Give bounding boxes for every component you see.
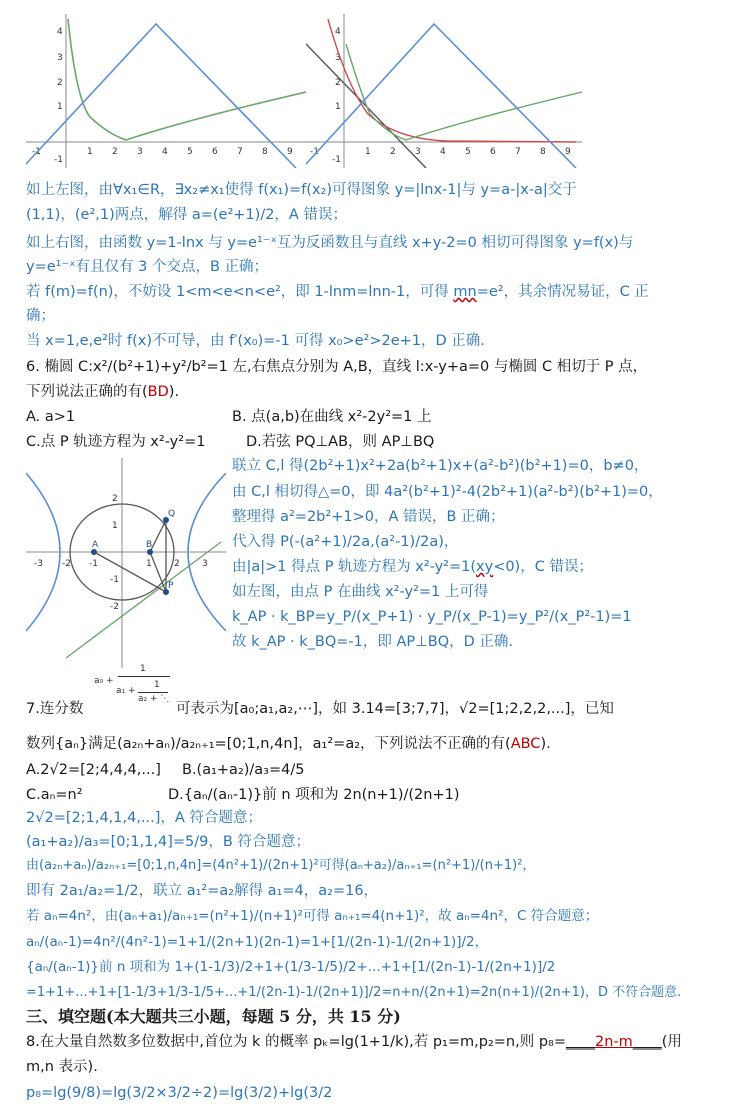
cf-one2: 1 [154, 680, 160, 690]
tick-y: 1 [335, 102, 341, 112]
question-8 [26, 1032, 682, 1052]
solution-line: 即有 2a₁/a₂=1/2，联立 a₁²=a₂解得 a₁=4，a₂=16， [26, 883, 379, 899]
solution-line: 故 k_AP · k_BQ=-1，即 AP⊥BQ，D 正确. [232, 634, 514, 650]
text-part: ). [168, 384, 180, 400]
curve-exp [328, 19, 576, 142]
solution-line: (a₁+a₂)/a₃=[0;1,1,4]=5/9，B 符合题意； [26, 834, 310, 850]
question-7-cont: 可表示为[a₀;a₁,a₂,⋯]，如 3.14=[3;7,7]，√2=[1;2,2,2,...]，已知 [176, 701, 614, 717]
option-b: B. 点(a,b)在曲线 x²-2y²=1 上 [232, 409, 432, 425]
tick-y: 1 [112, 521, 118, 531]
answer-q8: 2n-m [594, 1034, 633, 1050]
tick-x: 6 [490, 147, 496, 157]
blank-post: ____ [632, 1034, 662, 1050]
ellipse-axes [26, 458, 226, 668]
tick-x: 9 [287, 147, 293, 157]
text-part: ). [540, 736, 551, 752]
question-6-line2 [26, 382, 179, 402]
tick-x: 1 [87, 147, 93, 157]
text-part: 下列说法正确的有( [26, 384, 148, 400]
solution-line: 如左图，由点 P 在曲线 x²-y²=1 上可得 [232, 584, 489, 600]
label-b: B [146, 540, 153, 550]
graph-right [306, 14, 582, 168]
segment-ap [94, 552, 166, 592]
tick-x: 1 [365, 147, 371, 157]
tick-x: 2 [390, 147, 396, 157]
option-b: B.(a₁+a₂)/a₃=4/5 [182, 762, 305, 778]
tick-y: 1 [57, 102, 63, 112]
continued-fraction [94, 664, 174, 710]
tick-x: 4 [162, 147, 168, 157]
tick-x: 2 [174, 559, 180, 569]
tick-x: -2 [62, 559, 71, 569]
answer-q7: ABC [510, 736, 541, 752]
solution-line: aₙ/(aₙ-1)=4n²/(4n²-1)=1+1/(2n+1)(2n-1)=1+[1/(2n-1)-1/(2n+1)]/2， [26, 934, 489, 950]
tick-x: 8 [540, 147, 546, 157]
text-part: <0)，C 错误； [493, 559, 593, 575]
tick-y: 2 [57, 78, 63, 88]
cf-a0: a₀ + [94, 676, 114, 686]
cf-one: 1 [140, 664, 146, 674]
text-part: 由|a|>1 得点 P 轨迹方程为 x²-y²=1( [232, 559, 477, 575]
text-part: 8.在大量自然数多位数据中,首位为 k 的概率 pₖ=lg(1+1/k),若 p₁=m,p₂=n,则 p₈= [26, 1034, 566, 1050]
tick-x: -1 [310, 147, 319, 157]
ellipse-figure [26, 458, 226, 668]
tick-x: -1 [32, 147, 41, 157]
tick-y: 2 [335, 78, 341, 88]
section-heading: 三、填空题(本大题共三小题，每题 5 分，共 15 分) [26, 1007, 401, 1026]
segment-bq [150, 520, 166, 552]
option-c: C.aₙ=n² [26, 787, 83, 803]
blank-pre: ____ [565, 1034, 595, 1050]
text-part: 数列{aₙ}满足(a₂ₙ+aₙ)/a₂ₙ₊₁=[0;1,n,4n]，a₁²=a₂，下列说法不正确的有( [26, 736, 511, 752]
tick-y: -2 [110, 602, 119, 612]
tick-x: 4 [440, 147, 446, 157]
option-d: D.{aₙ/(aₙ-1)}前 n 项和为 2n(n+1)/(2n+1) [168, 787, 460, 803]
label-p: P [168, 581, 174, 591]
tick-x: 7 [515, 147, 521, 157]
text-part: =e²，其余情况易证，C 正 [476, 284, 649, 300]
cf-a2: a₂ + ⋱ [138, 694, 170, 704]
solution-line: 确； [26, 308, 55, 324]
tick-y: 4 [335, 27, 341, 37]
cf-bar2 [138, 692, 168, 693]
tick-y: 3 [57, 53, 63, 63]
tick-x: 3 [202, 559, 208, 569]
solution-line: k_AP · k_BP=y_P/(x_P+1) · y_P/(x_P-1)=y_P²/(x_P²-1)=1 [232, 609, 632, 625]
graph-left [26, 14, 306, 168]
question-7: 7.连分数 [26, 701, 84, 717]
tick-x: 2 [112, 147, 118, 157]
tick-y: -1 [54, 155, 63, 165]
solution-line: 如上左图，由∀x₁∈R，∃x₂≠x₁使得 f(x₁)=f(x₂)可得图象 y=|lnx-1|与 y=a-|x-a|交于 [26, 182, 577, 198]
tick-x: 7 [237, 147, 243, 157]
cf-a1: a₁ + [116, 686, 136, 696]
solution-line: 由 C,l 相切得△=0，即 4a²(b²+1)²-4(2b²+1)(a²-b²)(b²+1)=0， [232, 484, 663, 500]
cf-bar [118, 676, 170, 677]
graph-left-axes [26, 14, 306, 168]
solution-line: 整理得 a²=2b²+1>0，A 错误，B 正确； [232, 509, 505, 525]
text-part: 若 f(m)=f(n)，不妨设 1<m<e<n<e²，即 1-lnm=lnn-1，可得 [26, 284, 454, 300]
tick-x: 9 [565, 147, 571, 157]
solution-line: {aₙ/(aₙ-1)}前 n 项和为 1+(1-1/3)/2+1+(1/3-1/5)/2+...+1+[1/(2n-1)-1/(2n+1)]/2 [26, 959, 556, 975]
solution-line: 代入得 P(-(a²+1)/2a,(a²-1)/2a)， [232, 534, 459, 550]
label-a: A [92, 540, 99, 550]
solution-line: 2√2=[2;1,4,1,4,...]，A 符合题意； [26, 810, 262, 826]
tick-y: -1 [110, 575, 119, 585]
tick-x: 5 [465, 147, 471, 157]
tick-x: 3 [137, 147, 143, 157]
solution-line: 联立 C,l 得(2b²+1)x²+2a(b²+1)x+(a²-b²)(b²+1)=0，b≠0， [232, 458, 649, 474]
graph-right-axes [306, 14, 582, 168]
solution-line: p₈=lg(9/8)=lg(3/2×3/2÷2)=lg(3/2)+lg(3/2 [26, 1085, 333, 1101]
tick-y: 2 [112, 494, 118, 504]
tick-x: 8 [262, 147, 268, 157]
tick-x: 6 [212, 147, 218, 157]
option-d: D.若弦 PQ⊥AB，则 AP⊥BQ [246, 434, 435, 450]
solution-line: 若 aₙ=4n²，由(aₙ+a₁)/aₙ₊₁=(n²+1)/(n+1)²可得 aₙ₊₁=4(n+1)²，故 aₙ=4n²，C 符合题意； [26, 908, 599, 924]
tick-x: -3 [34, 559, 43, 569]
text-part: (用 [661, 1034, 682, 1050]
tick-y: -1 [332, 155, 341, 165]
tick-y: 4 [57, 27, 63, 37]
question-6: 6. 椭圆 C:x²/(b²+1)+y²/b²=1 左,右焦点分别为 A,B，直线 l:x-y+a=0 与椭圆 C 相切于 P 点， [26, 359, 648, 375]
solution-line [26, 282, 649, 302]
answer-q6: BD [147, 384, 169, 400]
option-a: A. a>1 [26, 409, 76, 425]
label-q: Q [168, 509, 176, 519]
solution-line: 如上右图，由函数 y=1-lnx 与 y=e¹⁻ˣ互为反函数且与直线 x+y-2=0 相切可得图象 y=f(x)与 [26, 235, 634, 251]
tick-x: 5 [187, 147, 193, 157]
curve-ln-green [346, 44, 582, 140]
question-7-line2 [26, 734, 551, 754]
solution-line: 当 x=1,e,e²时 f(x)不可导，由 f′(x₀)=-1 可得 x₀>e²>2e+1，D 正确. [26, 333, 485, 349]
tick-x: 3 [415, 147, 421, 157]
text-part: xy [476, 559, 494, 575]
solution-line: 由(a₂ₙ+aₙ)/a₂ₙ₊₁=[0;1,n,4n]=(4n²+1)/(2n+1)²可得(aₙ+a₂)/aₙ₊₁=(n²+1)/(n+1)²， [26, 858, 536, 873]
solution-line [232, 557, 593, 577]
text-part: mn [453, 284, 477, 300]
option-c: C.点 P 轨迹方程为 x²-y²=1 [26, 434, 206, 450]
tick-y: 3 [335, 53, 341, 63]
solution-line: (1,1)，(e²,1)两点，解得 a=(e²+1)/2，A 错误； [26, 207, 347, 223]
tick-x: 1 [146, 559, 152, 569]
question-8-line2: m,n 表示). [26, 1059, 98, 1075]
solution-line: y=e¹⁻ˣ有且仅有 3 个交点，B 正确； [26, 259, 269, 275]
solution-line: =1+1+...+1+[1-1/3+1/3-1/5+...+1/(2n-1)-1/(2n+1)]/2=n+n/(2n+1)=2n(n+1)/(2n+1)，D 不符合题意. [26, 985, 682, 1000]
option-a: A.2√2=[2;4,4,4,...] [26, 762, 161, 778]
tick-x: -1 [89, 559, 98, 569]
